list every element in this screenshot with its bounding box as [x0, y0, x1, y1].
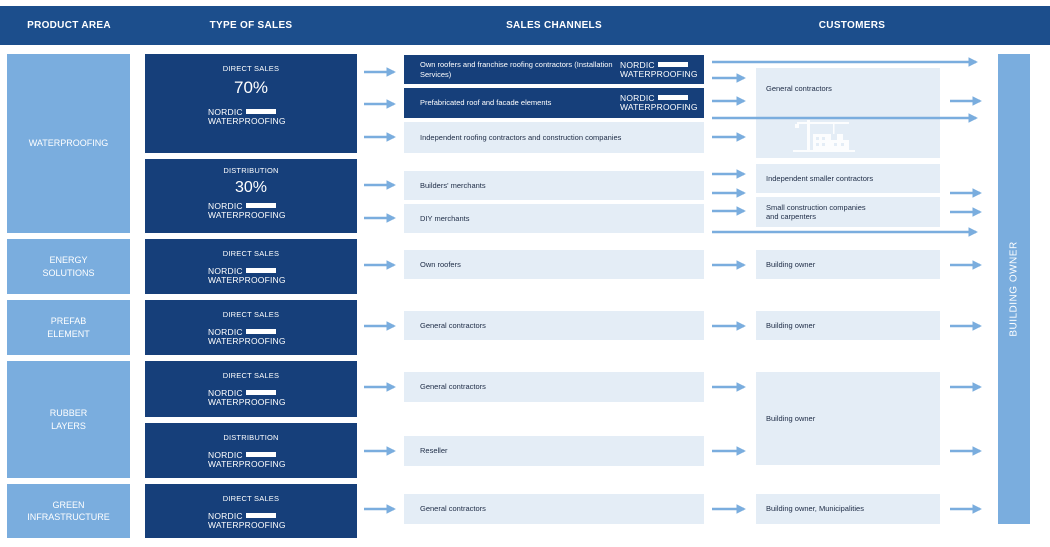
channel-prefab-general-contractors: General contractors: [404, 311, 704, 340]
channel-own-roofers-franchise: Own roofers and franchise roofing contractors (Installation Services) NORDIC WATERPROOFING: [404, 55, 704, 84]
nordic-waterproofing-logo: NORDIC WATERPROOFING: [208, 450, 286, 469]
channel-builders-merchants: Builders' merchants: [404, 171, 704, 200]
channel-reseller: Reseller: [404, 436, 704, 466]
sales-type-label: DISTRIBUTION: [223, 433, 279, 442]
nordic-waterproofing-logo: NORDIC WATERPROOFING: [208, 388, 286, 407]
customer-independent-smaller: Independent smaller contractors: [756, 164, 940, 193]
header-type-of-sales: TYPE OF SALES: [145, 6, 357, 45]
header-product-area: PRODUCT AREA: [0, 6, 138, 45]
channel-rubber-general-contractors: General contractors: [404, 372, 704, 402]
nordic-waterproofing-logo: NORDIC WATERPROOFING: [620, 93, 698, 112]
product-area-energy-solutions: ENERGY SOLUTIONS: [7, 239, 130, 294]
header-sales-channels: SALES CHANNELS: [404, 6, 704, 45]
product-area-rubber-layers: RUBBER LAYERS: [7, 361, 130, 478]
product-area-waterproofing: WATERPROOFING: [7, 54, 130, 233]
sales-type-label: DIRECT SALES: [222, 371, 280, 380]
customer-green-building-owner: Building owner, Municipalities: [756, 494, 940, 524]
nordic-waterproofing-logo: NORDIC WATERPROOFING: [208, 201, 286, 220]
nordic-waterproofing-logo: NORDIC WATERPROOFING: [208, 266, 286, 285]
customer-energy-building-owner: Building owner: [756, 250, 940, 279]
sales-share: 30%: [234, 179, 268, 196]
customer-general-contractors: General contractors: [756, 68, 940, 158]
channel-independent-roofing: Independent roofing contractors and construction companies: [404, 122, 704, 153]
nordic-waterproofing-logo: NORDIC WATERPROOFING: [620, 59, 698, 79]
header-customers: CUSTOMERS: [752, 6, 952, 45]
building-owner-bar: BUILDING OWNER: [998, 54, 1030, 524]
sales-share: 70%: [233, 78, 269, 97]
channel-diy-merchants: DIY merchants: [404, 204, 704, 233]
product-area-green-infrastructure: GREEN INFRASTRUCTURE: [7, 484, 130, 538]
customer-small-construction: Small construction companies and carpenters: [756, 197, 940, 227]
nordic-waterproofing-logo: NORDIC WATERPROOFING: [208, 327, 286, 346]
channel-own-roofers: Own roofers: [404, 250, 704, 279]
nordic-waterproofing-logo: NORDIC WATERPROOFING: [208, 107, 286, 126]
product-area-prefab-element: PREFAB ELEMENT: [7, 300, 130, 355]
sales-type-label: DISTRIBUTION: [223, 166, 279, 175]
sales-type-label: DIRECT SALES: [222, 310, 280, 319]
sales-type-label: DIRECT SALES: [222, 494, 280, 503]
channel-green-general-contractors: General contractors: [404, 494, 704, 524]
customer-prefab-building-owner: Building owner: [756, 311, 940, 340]
sales-type-label: DIRECT SALES: [222, 249, 280, 258]
channel-prefab-roof-facade: Prefabricated roof and facade elements NORDIC WATERPROOFING: [404, 88, 704, 118]
nordic-waterproofing-logo: NORDIC WATERPROOFING: [208, 511, 286, 530]
customer-rubber-building-owner: Building owner: [756, 372, 940, 465]
sales-type-label: DIRECT SALES: [222, 64, 280, 73]
